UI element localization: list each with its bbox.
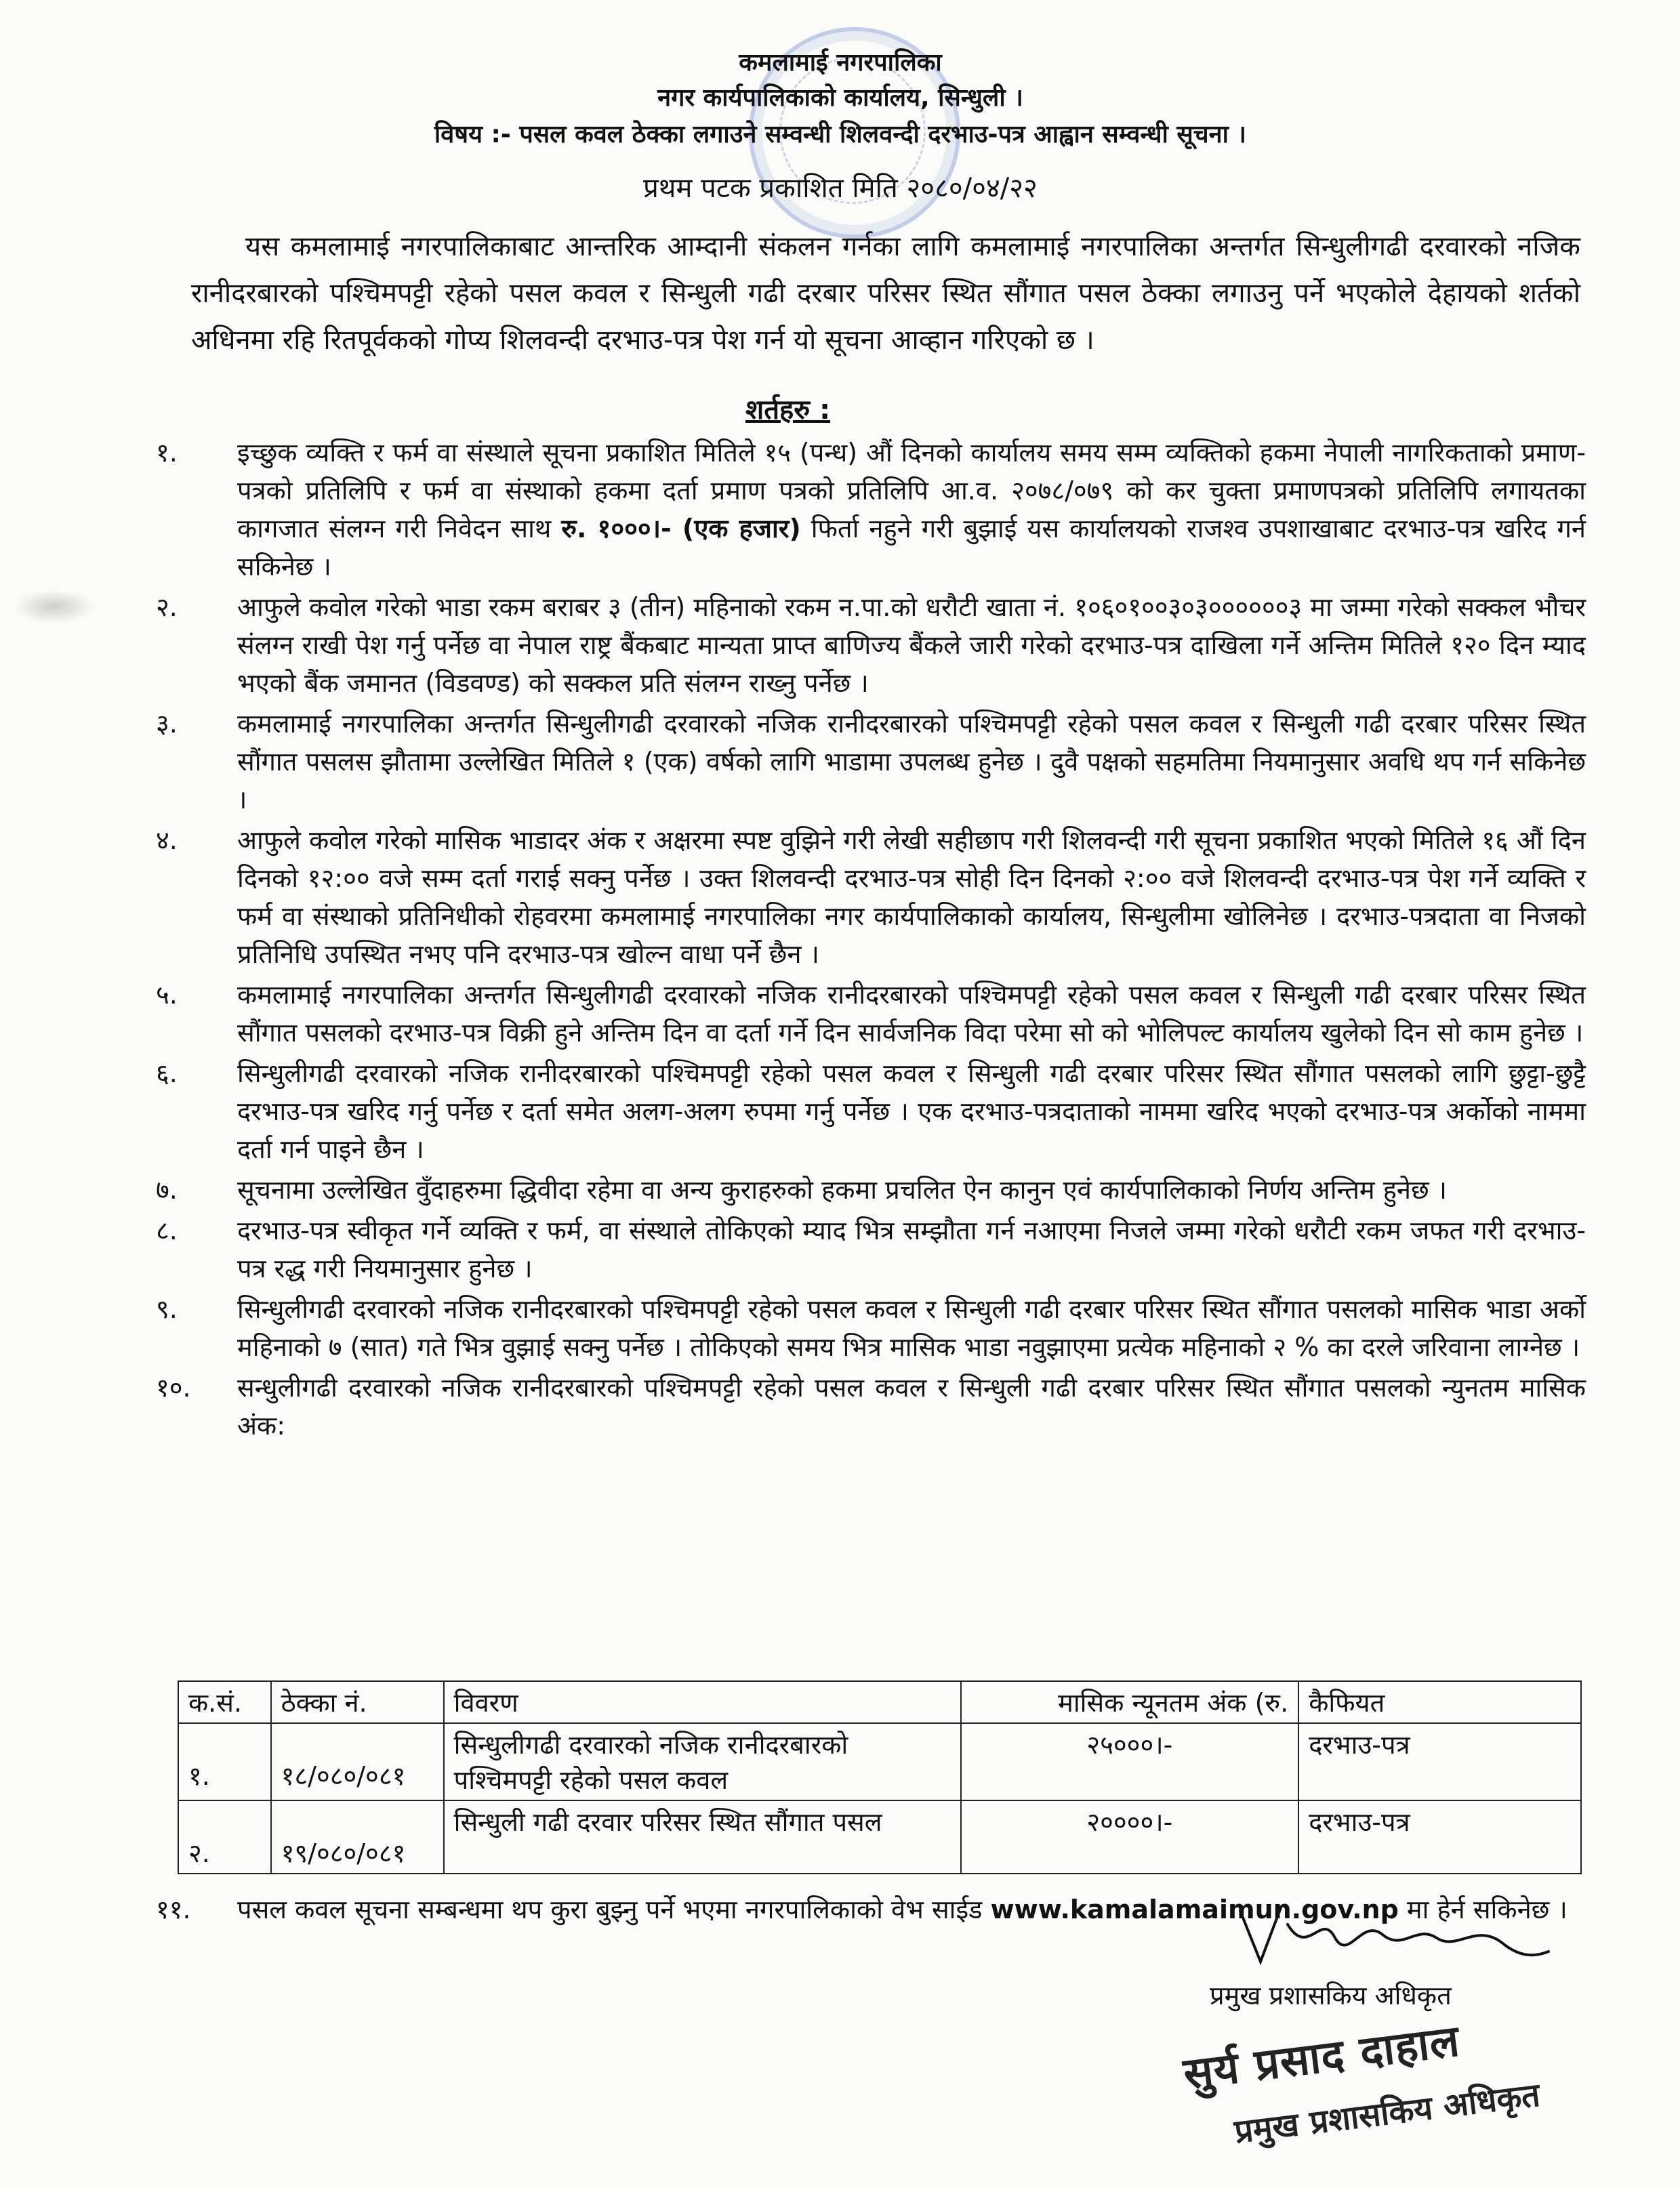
table-header-row bbox=[178, 1681, 1581, 1723]
handwritten-signature bbox=[1233, 1897, 1552, 1972]
condition-item bbox=[156, 1171, 1586, 1209]
condition-number: १०. bbox=[156, 1373, 191, 1403]
condition-item bbox=[156, 1369, 1586, 1445]
condition-text: सिन्धुलीगढी दरवारको नजिक रानीदरबारको पश्चिमपट्टी रहेको पसल कवल र सिन्धुली गढी दरबार परिसर स्थित सौंगात पसलको मासिक भाडा अर्को महिनाको ७ (सात) गते भित्र वुझाई सक्नु पर्नेछ । तोकिएको समय भित्र मासिक भाडा नवुझाएमा प्रत्येक महिनाको २ % का दरले जरिवाना लाग्नेछ । bbox=[237, 1294, 1586, 1362]
conditions-title: शर्तहरु : bbox=[745, 394, 831, 426]
table-header: मासिक न्यूनतम अंक (रु. bbox=[961, 1681, 1299, 1723]
condition-number: ११. bbox=[156, 1895, 191, 1924]
website-link[interactable]: www.kamalamaimun.gov.np bbox=[990, 1895, 1399, 1924]
signatory-role: प्रमुख प्रशासकिय अधिकृत bbox=[1210, 1981, 1452, 2010]
condition-number: ८. bbox=[156, 1216, 178, 1245]
table-cell: २. bbox=[178, 1800, 271, 1874]
office-name: नगर कार्यपालिकाको कार्यालय, सिन्धुली । bbox=[657, 84, 1023, 112]
condition-number: ३. bbox=[156, 709, 178, 739]
officer-role-stamp: प्रमुख प्रशासकिय अधिकृत bbox=[1232, 2076, 1542, 2151]
condition-item bbox=[156, 705, 1586, 819]
condition-number: ९. bbox=[156, 1294, 178, 1324]
condition-text: सिन्धुलीगढी दरवारको नजिक रानीदरबारको पश्चिमपट्टी रहेको पसल कवल र सिन्धुली गढी दरबार परिसर स्थित सौंगात पसलको लागि छुट्टा-छुट्टै दरभाउ-पत्र खरिद गर्नु पर्नेछ र दर्ता समेत अलग-अलग रुपमा गर्नु पर्नेछ । एक दरभाउ-पत्रदाताको नाममा खरिद भएको दरभाउ-पत्र अर्कोको नाममा दर्ता गर्न पाइने छैन । bbox=[237, 1058, 1586, 1164]
scan-smudge bbox=[14, 590, 95, 623]
condition-number: ६. bbox=[156, 1058, 178, 1088]
condition-number: ४. bbox=[156, 825, 178, 855]
condition-item bbox=[156, 1212, 1586, 1287]
table-cell: १९/०८०/०८१ bbox=[271, 1800, 444, 1874]
table-header: ठेक्का नं. bbox=[271, 1681, 444, 1723]
officer-name-stamp: सुर्य प्रसाद दाहाल bbox=[1181, 2016, 1463, 2100]
condition-text-after: मा हेर्न सकिनेछ । bbox=[1398, 1895, 1568, 1924]
condition-text: इच्छुक व्यक्ति र फर्म वा संस्थाले सूचना प्रकाशित मितिले १५ (पन्ध) औं दिनको कार्यालय समय सम्म व्यक्तिको हकमा नेपाली नागरिकताको प्रमाण-पत्रको प्रतिलिपि र फर्म वा संस्थाको हकमा दर्ता प्रमाण पत्रको प्रतिलिपि आ.व. २०७८/०७९ को कर चुक्ता प्रमाणपत्रको प्रतिलिपि लगायतका कागजात संलग्न गरी निवेदन साथ bbox=[237, 438, 1586, 543]
condition-item bbox=[156, 976, 1586, 1052]
table-row bbox=[178, 1800, 1581, 1874]
condition-text: आफुले कवोल गरेको मासिक भाडादर अंक र अक्षरमा स्पष्ट वुझिने गरी लेखी सहीछाप गरी शिलवन्दी गरी सूचना प्रकाशित भएको मितिले १६ औं दिन दिनको १२:०० वजे सम्म दर्ता गराई सक्नु पर्नेछ । उक्त शिलवन्दी दरभाउ-पत्र सोही दिन दिनको २:०० वजे शिलवन्दी दरभाउ-पत्र पेश गर्ने व्यक्ति र फर्म वा संस्थाको प्रतिनिधीको रोहवरमा कमलामाई नगरपालिका नगर कार्यपालिकाको कार्यालय, सिन्धुलीमा खोलिनेछ । दरभाउ-पत्रदाता वा निजको प्रतिनिधि उपस्थित नभए पनि दरभाउ-पत्र खोल्न वाधा पर्ने छैन । bbox=[237, 825, 1586, 969]
table-cell: सिन्धुलीगढी दरवारको नजिक रानीदरबारको पश्चिमपट्टी रहेको पसल कवल bbox=[444, 1723, 961, 1800]
condition-item bbox=[156, 1054, 1586, 1168]
municipality-name: कमलामाई नगरपालिका bbox=[739, 49, 942, 77]
condition-item bbox=[156, 434, 1586, 585]
condition-number: ५. bbox=[156, 980, 178, 1010]
table-cell: २००००।- bbox=[961, 1800, 1299, 1874]
condition-number: ७. bbox=[156, 1175, 178, 1205]
condition-text-after: फिर्ता नहुने गरी बुझाई यस कार्यालयको राजश्व उपशाखाबाट दरभाउ-पत्र खरिद गर्न सकिनेछ । bbox=[237, 514, 1586, 581]
table-cell: दरभाउ-पत्र bbox=[1298, 1723, 1581, 1800]
table-header: कैफियत bbox=[1298, 1681, 1581, 1723]
notice-subject: विषय :- पसल कवल ठेक्का लगाउने सम्वन्धी शिलवन्दी दरभाउ-पत्र आह्वान सम्वन्धी सूचना । bbox=[434, 121, 1247, 148]
intro-paragraph: यस कमलामाई नगरपालिकाबाट आन्तरिक आम्दानी संकलन गर्नका लागि कमलामाई नगरपालिका अन्तर्गत सिन्धुलीगढी दरवारको नजिक रानीदरबारको पश्चिमपट्टी रहेको पसल कवल र सिन्धुली गढी दरबार परिसर स्थित सौंगात पसल ठेक्का लगाउनु पर्ने भएकोले देहायको शर्तको अधिनमा रहि रितपूर्वकको गोप्य शिलवन्दी दरभाउ-पत्र पेश गर्न यो सूचना आव्हान गरिएको छ । bbox=[191, 231, 1580, 356]
table-header: विवरण bbox=[444, 1681, 961, 1723]
minimum-rent-table bbox=[178, 1680, 1582, 1874]
table-cell: १८/०८०/०८१ bbox=[271, 1723, 444, 1800]
condition-number: १. bbox=[156, 438, 178, 468]
table-cell: दरभाउ-पत्र bbox=[1298, 1800, 1581, 1874]
table-cell: सिन्धुली गढी दरवार परिसर स्थित सौंगात पसल bbox=[444, 1800, 961, 1874]
condition-text: सन्धुलीगढी दरवारको नजिक रानीदरबारको पश्चिमपट्टी रहेको पसल कवल र सिन्धुली गढी दरबार परिसर स्थित सौंगात पसलको न्युनतम मासिक अंक: bbox=[237, 1373, 1586, 1441]
condition-fee: रु. १०००।- (एक हजार) bbox=[561, 514, 801, 543]
table-cell: १. bbox=[178, 1723, 271, 1800]
condition-item bbox=[156, 821, 1586, 973]
condition-number: २. bbox=[156, 592, 178, 622]
table-header: क.सं. bbox=[178, 1681, 271, 1723]
conditions-list bbox=[156, 434, 1586, 1447]
table-row bbox=[178, 1723, 1581, 1800]
condition-text: कमलामाई नगरपालिका अन्तर्गत सिन्धुलीगढी दरवारको नजिक रानीदरबारको पश्चिमपट्टी रहेको पसल कवल र सिन्धुली गढी दरबार परिसर स्थित सौंगात पसलस झौतामा उल्लेखित मितिले १ (एक) वर्षको लागि भाडामा उपलब्ध हुनेछ । दुवै पक्षको सहमतिमा नियमानुसार अवधि थप गर्न सकिनेछ । bbox=[237, 709, 1586, 814]
condition-text: कमलामाई नगरपालिका अन्तर्गत सिन्धुलीगढी दरवारको नजिक रानीदरबारको पश्चिमपट्टी रहेको पसल कवल र सिन्धुली गढी दरबार परिसर स्थित सौंगात पसलको दरभाउ-पत्र विक्री हुने अन्तिम दिन वा दर्ता गर्ने दिन सार्वजनिक विदा परेमा सो को भोलिपल्ट कार्यालय खुलेको दिन सो काम हुनेछ । bbox=[237, 980, 1586, 1048]
condition-text: आफुले कवोल गरेको भाडा रकम बराबर ३ (तीन) महिनाको रकम न.पा.को धरौटी खाता नं. १०६०१००३०३००००००३ मा जम्मा गरेको सक्कल भौचर संलग्न राखी पेश गर्नु पर्नेछ वा नेपाल राष्ट्र बैंकबाट मान्यता प्राप्त बाणिज्य बैंकले जारी गरेको दरभाउ-पत्र दाखिला गर्ने अन्तिम मितिले १२० दिन म्याद भएको बैंक जमानत (विडवण्ड) को सक्कल प्रति संलग्न राख्नु पर्नेछ । bbox=[237, 592, 1586, 698]
condition-text: दरभाउ-पत्र स्वीकृत गर्ने व्यक्ति र फर्म, वा संस्थाले तोकिएको म्याद भित्र सम्झौता गर्न नआएमा निजले जम्मा गरेको धरौटी रकम जफत गरी दरभाउ-पत्र रद्ध गरी नियमानुसार हुनेछ । bbox=[237, 1216, 1586, 1283]
condition-text: पसल कवल सूचना सम्बन्धमा थप कुरा बुझ्नु पर्ने भएमा नगरपालिकाको वेभ साईड bbox=[237, 1895, 991, 1924]
table-cell: २५०००।- bbox=[961, 1723, 1299, 1800]
condition-text: सूचनामा उल्लेखित वुँदाहरुमा द्धिवीदा रहेमा वा अन्य कुराहरुको हकमा प्रचलित ऐन कानुन एवं कार्यपालिकाको निर्णय अन्तिम हुनेछ । bbox=[237, 1175, 1448, 1205]
publish-date: प्रथम पटक प्रकाशित मिति २०८०/०४/२२ bbox=[643, 173, 1038, 204]
condition-item bbox=[156, 588, 1586, 702]
condition-item bbox=[156, 1290, 1586, 1366]
